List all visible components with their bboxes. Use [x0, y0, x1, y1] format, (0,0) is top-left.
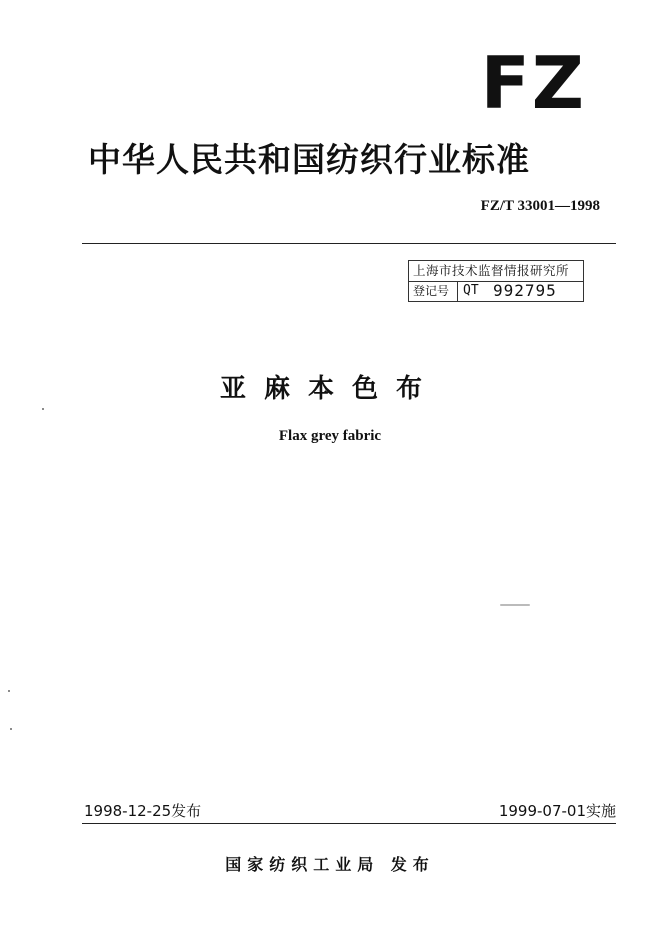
standard-title: 中华人民共和国纺织行业标准 [88, 140, 530, 179]
stamp-organization: 上海市技术监督情报研究所 [413, 263, 570, 278]
scan-speck [500, 604, 530, 606]
registration-stamp [408, 260, 584, 302]
scan-speck [10, 728, 12, 730]
issue-date: 1998-12-25发布 [84, 802, 202, 820]
top-divider [82, 243, 616, 244]
scan-speck [42, 408, 44, 410]
fz-logo: FZ [480, 41, 586, 125]
stamp-code: QT [463, 283, 479, 298]
document-title-en: Flax grey fabric [278, 428, 382, 444]
implementation-date: 1999-07-01实施 [498, 802, 616, 820]
document-title-cn: 亚麻本色布 [219, 374, 440, 404]
stamp-label: 登记号 [413, 281, 458, 301]
publisher: 国家纺织工业局 发布 [225, 855, 435, 874]
scan-speck [8, 690, 10, 692]
bottom-divider [82, 823, 616, 824]
stamp-number: 992795 [493, 281, 557, 300]
stamp-number-row [409, 281, 583, 301]
standard-number: FZ/T 33001—1998 [480, 198, 600, 214]
stamp-org-row [409, 261, 583, 282]
